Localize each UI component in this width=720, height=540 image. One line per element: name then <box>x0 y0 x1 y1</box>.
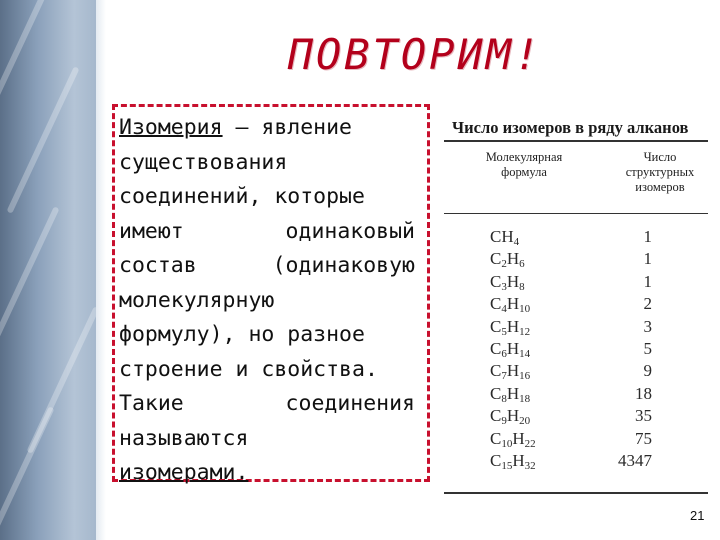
table-row <box>444 227 708 249</box>
definition-line: имеют одинаковый <box>119 218 415 244</box>
isomer-table <box>444 140 708 494</box>
column-header-count: Число структурных изомеров <box>625 150 695 194</box>
definition-line-1: Изомерия – явление <box>119 115 353 140</box>
table-row <box>444 451 708 473</box>
table-row <box>444 339 708 361</box>
table-row <box>444 272 708 294</box>
isomer-count: 18 <box>635 383 652 403</box>
table-row <box>444 406 708 428</box>
sidebar-streak <box>0 0 50 134</box>
isomer-count: 3 <box>643 316 652 336</box>
term-isomeria: Изомерия <box>119 115 223 140</box>
isomer-count: 4347 <box>618 450 652 470</box>
molecular-formula: $CH_4$ <box>490 227 520 248</box>
definition-line: молекулярную <box>119 287 275 313</box>
molecular-formula: $C_3H_8$ <box>490 271 525 293</box>
page-number: 21 <box>690 508 705 523</box>
sidebar-streak <box>6 66 79 214</box>
molecular-formula: $C_{15}H_{32}$ <box>490 450 536 472</box>
sidebar-streak <box>0 206 60 354</box>
definition-line: соединений, которые <box>119 184 365 209</box>
molecular-formula: $C_8H_{18}$ <box>490 383 531 405</box>
table-row <box>444 249 708 271</box>
term-isomers: изомерами. <box>119 460 249 485</box>
table-row <box>444 361 708 383</box>
isomer-count: 1 <box>643 249 652 269</box>
isomer-count: 1 <box>643 227 652 246</box>
table-row <box>444 384 708 406</box>
table-row <box>444 294 708 316</box>
table-caption: Число изомеров в ряду алканов <box>452 118 689 137</box>
table-row <box>444 429 708 451</box>
isomer-count: 1 <box>643 271 652 291</box>
sidebar-streak <box>0 406 55 540</box>
molecular-formula: $C_6H_{14}$ <box>490 338 531 360</box>
isomer-count: 75 <box>635 428 652 448</box>
table-row <box>444 317 708 339</box>
decorative-sidebar <box>0 0 106 540</box>
isomer-count: 5 <box>643 338 652 358</box>
definition-line: строение и свойства. <box>119 356 378 382</box>
molecular-formula: $C_4H_{10}$ <box>490 294 531 316</box>
definition-line: формулу), но разное <box>119 322 365 347</box>
molecular-formula: $C_2H_6$ <box>490 249 525 271</box>
definition-text <box>119 111 415 491</box>
molecular-formula: $C_7H_{16}$ <box>490 361 531 383</box>
molecular-formula: $C_{10}H_{22}$ <box>490 428 536 450</box>
slide-title: ПОВТОРИМ! <box>287 30 543 79</box>
definition-line: Такие соединения <box>119 391 415 416</box>
table-body <box>444 227 708 473</box>
definition-line-last <box>119 456 415 491</box>
column-header-formula: Молекулярная формула <box>485 150 563 179</box>
definition-line: существования <box>119 149 288 175</box>
sidebar-edge <box>96 0 106 540</box>
molecular-formula: $C_5H_{12}$ <box>490 316 531 338</box>
isomer-count: 35 <box>635 406 652 426</box>
isomer-count: 2 <box>643 294 652 314</box>
header-rule <box>444 213 708 214</box>
definition-line: называются <box>119 425 249 451</box>
molecular-formula: $C_9H_{20}$ <box>490 406 531 428</box>
isomer-count: 9 <box>643 361 652 381</box>
definition-line: состав (одинаковую <box>119 253 415 278</box>
